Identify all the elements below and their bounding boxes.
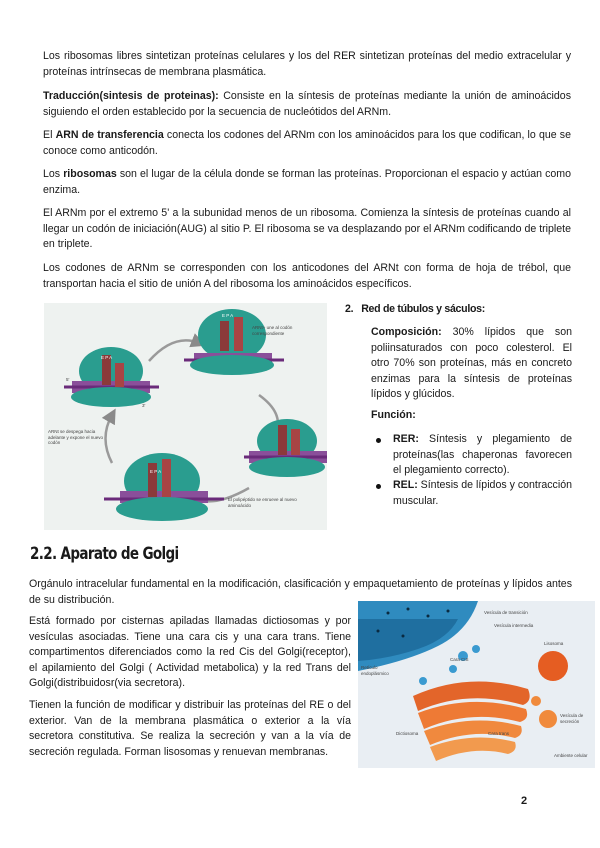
figure-label-vesicula-transicion: Vesícula de transición xyxy=(484,610,528,615)
figure-label-reticulo: Retículo endoplásmico xyxy=(361,665,389,676)
ribosome-bottom xyxy=(104,453,224,521)
paragraph-ribosomas-libres: Los ribosomas libres sintetizan proteínas celulares y los del RER sintetizan proteínas del medio extracelular y proteínas intrínsecas de membrana plasmática. xyxy=(43,50,571,78)
figure-label-lisosoma: Lisosoma xyxy=(544,641,564,646)
figure-label-left: ARNt se despega hacia adelante y expone el nuevo codón xyxy=(48,429,104,445)
figure-site-letters: E P A xyxy=(101,355,113,360)
paragraph-text: El xyxy=(43,129,56,141)
figure-label-vesicula-secrecion: Vesícula de secreción xyxy=(560,713,584,724)
term-rel: REL: xyxy=(393,479,418,491)
paragraph-composicion xyxy=(371,325,572,403)
paragraph-text: son el lugar de la célula donde se forman las proteínas. Proporcionan el espacio y actúan como enzima. xyxy=(43,168,572,196)
list-item-text: Síntesis de lípidos y contracción muscular. xyxy=(393,479,572,507)
ribosome-right xyxy=(244,419,327,477)
paragraph-golgi-intro: Orgánulo intracelular fundamental en la modificación, clasificación y empaquetamiento de proteínas y lípidos antes de su distribución. xyxy=(29,578,572,606)
paragraph-arnm: El ARNm por el extremo 5' a la subunidad menos de un ribosoma. Comienza la síntesis de proteínas cuando al llegar un codón de iniciación(AUG) al sitio P. El ribosoma se va desplazando por el ARNm codificando de triplete en triplete. xyxy=(43,207,571,250)
bullet-dot xyxy=(376,484,381,489)
figure-label-vesicula-intermedia: Vesícula intermedia xyxy=(494,623,534,628)
funcion-heading: Función: xyxy=(371,409,416,421)
golgi-figure xyxy=(358,601,595,768)
figure-three-prime: 3' xyxy=(142,403,146,408)
ribosome-cycle-illustration xyxy=(44,303,327,530)
figure-label-cara-trans: Cara trans xyxy=(488,731,510,736)
list-item-text: Síntesis y plegamiento de proteínas(las chaperonas favorecen el plegamiento correcto). xyxy=(393,433,572,476)
ribosome-cycle-figure xyxy=(44,303,327,530)
paragraph-text: Los xyxy=(43,168,64,180)
list-item-rer xyxy=(393,432,572,479)
section-red-heading xyxy=(345,303,485,315)
term-traduccion: Traducción(sintesis de proteinas): xyxy=(43,90,219,102)
golgi-illustration xyxy=(358,601,595,768)
figure-five-prime: 5' xyxy=(66,377,70,382)
figure-label-dictiosoma: Dictiosoma xyxy=(396,731,419,736)
section-number: 2. xyxy=(345,303,354,315)
figure-label-cara-cis: Cara CIS xyxy=(450,657,469,662)
term-composicion: Composición: xyxy=(371,326,442,338)
paragraph-traduccion xyxy=(43,89,571,120)
figure-label-bottom: El polipéptido se enrueve al nuevo aminoácido xyxy=(228,497,297,508)
list-item-rel xyxy=(393,478,572,509)
term-ribosomas: ribosomas xyxy=(63,168,117,180)
paragraph-codones: Los codones de ARNm se corresponden con los anticodones del ARNt con forma de hoja de trébol, que transportan hacia el sitio de unión A del ribosoma los aminoácidos específicos. xyxy=(43,262,571,290)
paragraph-text: Consiste en la síntesis de proteínas mediante la unión de aminoácidos siguiendo el orden establecido por la secuencia de nucleótidos del ARNm. xyxy=(43,90,571,118)
paragraph-arn-transferencia xyxy=(43,128,571,159)
paragraph-text: conecta los codones del ARNm con los aminoácidos para los que codifican, lo que se conoce como anticodón. xyxy=(43,129,571,157)
figure-site-letters: E P A xyxy=(150,469,162,474)
bullet-dot xyxy=(376,438,381,443)
paragraph-golgi-estructura: Está formado por cisternas apiladas llamadas dictiosomas y por vesículas asociadas. Tiene una cara cis y una cara trans. Tiene compartimentos diferenciados como la red Cis del Golgi(receptor), el apilamiento del Golgi ( Actividad metabolica) y la red Trans del Golgi(distribuidosr(via secretora). xyxy=(29,615,351,689)
section-title: Red de túbulos y sáculos: xyxy=(361,303,485,315)
paragraph-golgi-funcion: Tienen la función de modificar y distribuir las proteínas del RE o del exterior. Van de la membrana plasmática o exterior a la vía secretora constitutiva. Se realiza la secreción y van a la vía de secreción regulada. Forman lisosomas y renuevan membranas. xyxy=(29,699,351,758)
term-arn-transferencia: ARN de transferencia xyxy=(55,129,164,141)
page-number: 2 xyxy=(521,795,528,807)
paragraph-ribosomas xyxy=(43,167,571,198)
figure-label-ambiente: Ambiente celular xyxy=(554,753,588,758)
section-heading-golgi: 2.2. Aparato de Golgi xyxy=(30,544,179,563)
term-rer: RER: xyxy=(393,433,419,445)
figure-site-letters: E P A xyxy=(222,313,234,318)
paragraph-text: 30% lípidos que son poliinsaturados con poco colesterol. El otro 70% son proteínas, más en concreto enzimas para la síntesis de proteínas lípidos y glúcidos. xyxy=(371,326,572,400)
figure-label-top-right: ARNt+ une al codón correspondiente xyxy=(252,325,293,336)
